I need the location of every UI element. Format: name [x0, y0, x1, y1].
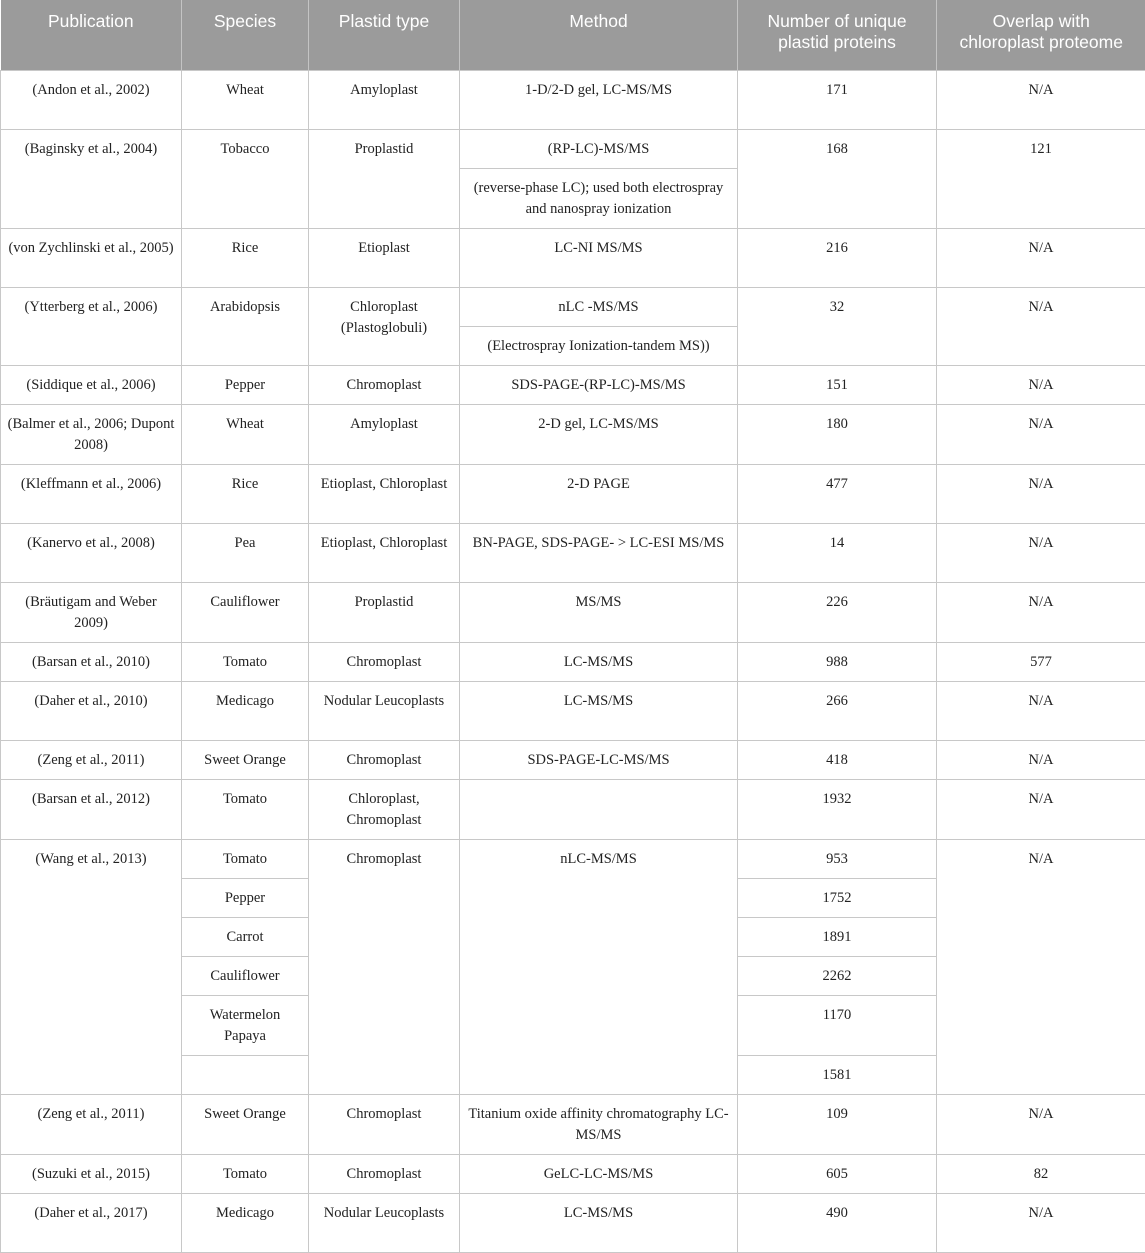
table-row — [1, 464, 1145, 523]
cell-overlap: N/A — [937, 70, 1145, 129]
cell-method: 2-D gel, LC-MS/MS — [460, 404, 738, 464]
cell-unique: 418 — [738, 740, 937, 779]
cell-unique: 109 — [738, 1094, 937, 1154]
cell-species: Wheat — [182, 70, 309, 129]
table-row — [1, 642, 1145, 681]
cell-method: SDS-PAGE-LC-MS/MS — [460, 740, 738, 779]
table-row — [1, 681, 1145, 740]
cell-publication: (Zeng et al., 2011) — [1, 1094, 182, 1154]
cell-publication: (Suzuki et al., 2015) — [1, 1154, 182, 1193]
cell-method: LC-MS/MS — [460, 1193, 738, 1252]
header-overlap-line1: Overlap with — [993, 11, 1090, 31]
cell-publication: (Bräutigam and Weber 2009) — [1, 582, 182, 642]
cell-plastid-type: Etioplast, Chloroplast — [309, 464, 460, 523]
cell-publication: (Balmer et al., 2006; Dupont 2008) — [1, 404, 182, 464]
table-row — [1, 404, 1145, 464]
header-method: Method — [460, 0, 738, 70]
cell-unique: 1752 — [738, 878, 937, 917]
cell-method: MS/MS — [460, 582, 738, 642]
cell-method: LC-NI MS/MS — [460, 228, 738, 287]
cell-unique: 953 — [738, 839, 937, 878]
cell-method: nLC -MS/MS — [460, 287, 738, 326]
cell-plastid-type: Chromoplast — [309, 642, 460, 681]
table-row — [1, 287, 1145, 326]
cell-species: Arabidopsis — [182, 287, 309, 365]
cell-species: Wheat — [182, 404, 309, 464]
cell-publication: (Andon et al., 2002) — [1, 70, 182, 129]
table-header — [1, 0, 1145, 70]
cell-unique: 266 — [738, 681, 937, 740]
cell-publication: (Wang et al., 2013) — [1, 839, 182, 1094]
cell-unique: 1581 — [738, 1055, 937, 1094]
cell-publication: (Baginsky et al., 2004) — [1, 129, 182, 228]
cell-publication: (Kanervo et al., 2008) — [1, 523, 182, 582]
cell-unique: 180 — [738, 404, 937, 464]
cell-overlap: N/A — [937, 404, 1145, 464]
cell-method: LC-MS/MS — [460, 681, 738, 740]
cell-overlap: N/A — [937, 582, 1145, 642]
cell-overlap: 577 — [937, 642, 1145, 681]
cell-plastid-type: Chromoplast — [309, 365, 460, 404]
cell-publication: (von Zychlinski et al., 2005) — [1, 228, 182, 287]
cell-plastid-type: Nodular Leucoplasts — [309, 1193, 460, 1252]
cell-unique: 1170 — [738, 995, 937, 1055]
cell-unique: 490 — [738, 1193, 937, 1252]
cell-unique: 32 — [738, 287, 937, 365]
cell-unique: 14 — [738, 523, 937, 582]
cell-method: BN-PAGE, SDS-PAGE- > LC-ESI MS/MS — [460, 523, 738, 582]
table-row — [1, 839, 1145, 878]
header-unique-line2: plastid proteins — [778, 32, 896, 52]
cell-unique: 168 — [738, 129, 937, 228]
cell-species: Carrot — [182, 917, 309, 956]
table-row — [1, 70, 1145, 129]
cell-method: Titanium oxide affinity chromatography LC-MS/MS — [460, 1094, 738, 1154]
cell-overlap: N/A — [937, 1094, 1145, 1154]
cell-publication: (Ytterberg et al., 2006) — [1, 287, 182, 365]
header-unique-proteins — [738, 0, 937, 70]
cell-species: Cauliflower — [182, 956, 309, 995]
cell-species: Rice — [182, 228, 309, 287]
cell-method: nLC-MS/MS — [460, 839, 738, 1094]
table-body — [1, 70, 1145, 1252]
cell-unique: 216 — [738, 228, 937, 287]
cell-species: Sweet Orange — [182, 1094, 309, 1154]
cell-method: 1-D/2-D gel, LC-MS/MS — [460, 70, 738, 129]
cell-overlap: N/A — [937, 228, 1145, 287]
header-overlap — [937, 0, 1145, 70]
cell-overlap: N/A — [937, 681, 1145, 740]
cell-plastid-type: Proplastid — [309, 582, 460, 642]
cell-method-detail: (reverse-phase LC); used both electrospray and nanospray ionization — [460, 168, 738, 228]
cell-unique: 605 — [738, 1154, 937, 1193]
cell-method: GeLC-LC-MS/MS — [460, 1154, 738, 1193]
cell-overlap: N/A — [937, 1193, 1145, 1252]
header-unique-line1: Number of unique — [767, 11, 906, 31]
cell-plastid-type: Chromoplast — [309, 1094, 460, 1154]
cell-method: (RP-LC)-MS/MS — [460, 129, 738, 168]
cell-publication: (Zeng et al., 2011) — [1, 740, 182, 779]
cell-overlap: N/A — [937, 287, 1145, 365]
cell-method — [460, 779, 738, 839]
cell-unique: 1932 — [738, 779, 937, 839]
cell-species: Rice — [182, 464, 309, 523]
header-publication: Publication — [1, 0, 182, 70]
cell-publication: (Kleffmann et al., 2006) — [1, 464, 182, 523]
cell-publication: (Barsan et al., 2012) — [1, 779, 182, 839]
cell-plastid-type: Amyloplast — [309, 70, 460, 129]
cell-publication: (Barsan et al., 2010) — [1, 642, 182, 681]
cell-species: Sweet Orange — [182, 740, 309, 779]
cell-overlap: 82 — [937, 1154, 1145, 1193]
cell-unique: 171 — [738, 70, 937, 129]
cell-unique: 151 — [738, 365, 937, 404]
cell-method: 2-D PAGE — [460, 464, 738, 523]
cell-plastid-type: Etioplast — [309, 228, 460, 287]
table-row — [1, 1094, 1145, 1154]
cell-method-detail: (Electrospray Ionization-tandem MS)) — [460, 326, 738, 365]
cell-overlap: N/A — [937, 740, 1145, 779]
cell-unique: 988 — [738, 642, 937, 681]
table-row — [1, 129, 1145, 168]
cell-overlap: N/A — [937, 839, 1145, 1094]
cell-species: Watermelon Papaya — [182, 995, 309, 1055]
cell-plastid-type: Nodular Leucoplasts — [309, 681, 460, 740]
cell-species: Medicago — [182, 681, 309, 740]
table-row — [1, 582, 1145, 642]
cell-plastid-type: Proplastid — [309, 129, 460, 228]
cell-species: Tomato — [182, 779, 309, 839]
header-overlap-line2: chloroplast proteome — [960, 32, 1123, 52]
cell-plastid-type: Chromoplast — [309, 740, 460, 779]
cell-method: LC-MS/MS — [460, 642, 738, 681]
table-row — [1, 228, 1145, 287]
cell-species: Medicago — [182, 1193, 309, 1252]
cell-species: Pepper — [182, 365, 309, 404]
cell-plastid-type: Amyloplast — [309, 404, 460, 464]
header-species: Species — [182, 0, 309, 70]
cell-plastid-type: Chromoplast — [309, 839, 460, 1094]
cell-species: Tomato — [182, 1154, 309, 1193]
cell-plastid-type: Chloroplast, Chromoplast — [309, 779, 460, 839]
cell-overlap: N/A — [937, 523, 1145, 582]
cell-overlap: N/A — [937, 365, 1145, 404]
cell-unique: 1891 — [738, 917, 937, 956]
table-row — [1, 779, 1145, 839]
cell-overlap: N/A — [937, 464, 1145, 523]
cell-overlap: 121 — [937, 129, 1145, 228]
cell-publication: (Daher et al., 2010) — [1, 681, 182, 740]
table-row — [1, 365, 1145, 404]
cell-species: Pepper — [182, 878, 309, 917]
cell-unique: 477 — [738, 464, 937, 523]
cell-species: Cauliflower — [182, 582, 309, 642]
cell-species: Tomato — [182, 839, 309, 878]
table-row — [1, 523, 1145, 582]
cell-plastid-type: Chromoplast — [309, 1154, 460, 1193]
cell-publication: (Daher et al., 2017) — [1, 1193, 182, 1252]
cell-publication: (Siddique et al., 2006) — [1, 365, 182, 404]
cell-overlap: N/A — [937, 779, 1145, 839]
header-row — [1, 0, 1145, 70]
cell-species: Tobacco — [182, 129, 309, 228]
table-row — [1, 740, 1145, 779]
cell-method: SDS-PAGE-(RP-LC)-MS/MS — [460, 365, 738, 404]
cell-species: Pea — [182, 523, 309, 582]
cell-unique: 2262 — [738, 956, 937, 995]
cell-unique: 226 — [738, 582, 937, 642]
cell-plastid-type: Etioplast, Chloroplast — [309, 523, 460, 582]
cell-species: Tomato — [182, 642, 309, 681]
table-row — [1, 1154, 1145, 1193]
header-plastid-type: Plastid type — [309, 0, 460, 70]
cell-plastid-type: Chloroplast (Plastoglobuli) — [309, 287, 460, 365]
cell-species — [182, 1055, 309, 1094]
